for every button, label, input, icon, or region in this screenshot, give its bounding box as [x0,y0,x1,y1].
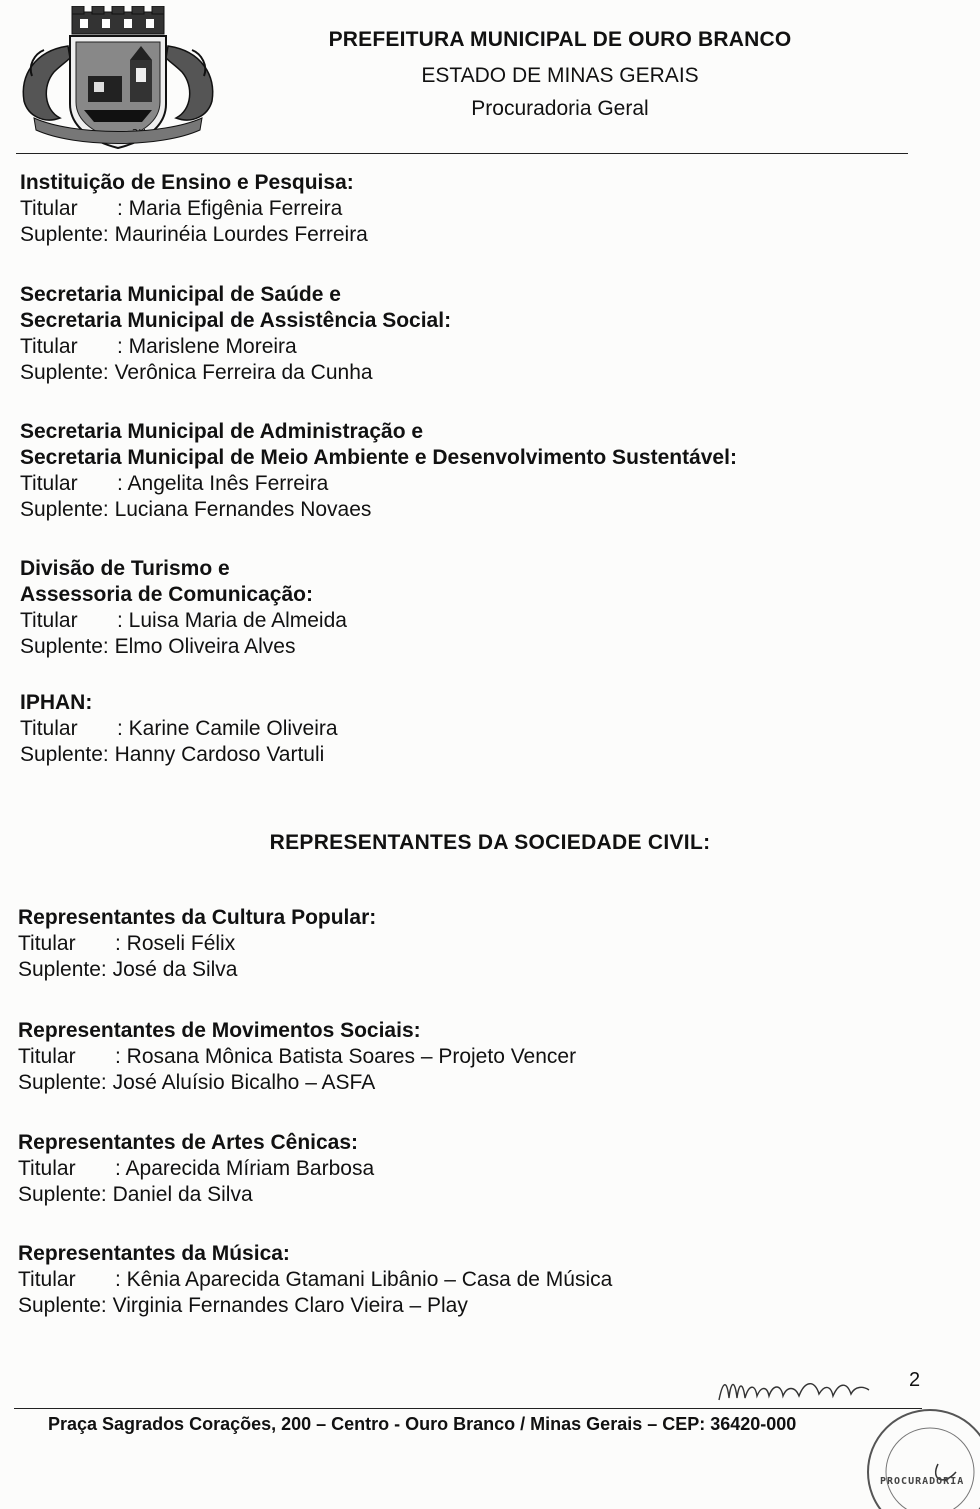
section-heading: Secretaria Municipal de Administração e [20,420,424,443]
suplente-label: Suplente: [18,1294,113,1317]
titular-name: Rosana Mônica Batista Soares – Projeto Vencer [126,1045,577,1068]
section-heading: Instituição de Ensino e Pesquisa: [20,171,354,194]
titular-line [18,1267,918,1293]
header-department: Procuradoria Geral [471,97,649,120]
titular-label: Titular [18,1157,76,1180]
titular-name: Marislene Moreira [128,335,297,358]
titular-separator: : [117,472,128,495]
section-heading: Representantes de Artes Cênicas: [18,1131,359,1154]
footer-divider [14,1408,922,1409]
titular-line [20,608,920,634]
titular-label: Titular [18,1045,76,1068]
suplente-line [18,1070,918,1096]
suplente-label: Suplente: [18,1183,113,1206]
suplente-name: Daniel da Silva [112,1183,253,1206]
handwritten-signature [715,1370,875,1412]
titular-name: Maria Efigênia Ferreira [128,197,343,220]
titular-line [18,1044,918,1070]
suplente-name: Maurinéia Lourdes Ferreira [114,223,368,246]
section-heading: Secretaria Municipal de Saúde e [20,283,341,306]
titular-label: Titular [20,472,78,495]
titular-separator: : [115,1268,127,1291]
civil-society-title: REPRESENTANTES DA SOCIEDADE CIVIL: [269,831,711,854]
section-heading: Representantes da Música: [18,1242,290,1265]
footer-address: Praça Sagrados Corações, 200 – Centro - Ouro Branco / Minas Gerais – CEP: 36420-000 [48,1414,797,1434]
titular-separator: : [117,197,129,220]
titular-line [20,716,920,742]
suplente-label: Suplente: [18,1071,113,1094]
suplente-name: Hanny Cardoso Vartuli [114,743,325,766]
section-heading: IPHAN: [20,691,93,714]
section-heading: Assessoria de Comunicação: [20,583,313,606]
titular-separator: : [115,1157,126,1180]
suplente-name: José Aluísio Bicalho – ASFA [112,1071,376,1094]
suplente-line [20,360,920,386]
suplente-name: José da Silva [112,958,238,981]
suplente-line [18,1293,918,1319]
titular-separator: : [115,932,127,955]
section-turismo-comunicacao [20,556,920,660]
titular-label: Titular [20,717,78,740]
titular-separator: : [117,717,129,740]
suplente-label: Suplente: [18,958,113,981]
section-heading: Secretaria Municipal de Meio Ambiente e Desenvolvimento Sustentável: [20,446,737,469]
titular-label: Titular [20,335,78,358]
titular-label: Titular [20,609,78,632]
suplente-line [18,957,918,983]
procuradoria-stamp [860,1402,980,1509]
section-administracao-meio-ambiente [20,419,920,523]
suplente-name: Elmo Oliveira Alves [114,635,296,658]
titular-line [18,1156,918,1182]
suplente-line [18,1182,918,1208]
titular-name: Roseli Félix [126,932,236,955]
suplente-label: Suplente: [20,361,115,384]
titular-name: Aparecida Míriam Barbosa [125,1157,375,1180]
section-heading: Divisão de Turismo e [20,557,230,580]
section-iphan [20,690,920,768]
municipal-coat-of-arms-icon [14,6,222,154]
suplente-name: Virginia Fernandes Claro Vieira – Play [112,1294,468,1317]
section-cultura-popular [18,905,918,983]
titular-label: Titular [20,197,78,220]
suplente-label: Suplente: [20,223,115,246]
titular-separator: : [115,1045,127,1068]
section-heading: Representantes de Movimentos Sociais: [18,1019,421,1042]
suplente-label: Suplente: [20,743,115,766]
suplente-line [20,634,920,660]
suplente-line [20,222,920,248]
suplente-label: Suplente: [20,498,115,521]
page-number: 2 [909,1369,921,1391]
titular-line [20,196,920,222]
titular-name: Karine Camile Oliveira [128,717,338,740]
titular-line [20,334,920,360]
titular-label: Titular [18,1268,76,1291]
header-title: PREFEITURA MUNICIPAL DE OURO BRANCO [328,28,792,51]
section-musica [18,1241,918,1319]
titular-name: Angelita Inês Ferreira [127,472,329,495]
section-heading: Representantes da Cultura Popular: [18,906,377,929]
suplente-line [20,742,920,768]
stamp-text: PROCURADORIA [880,1476,965,1487]
titular-label: Titular [18,932,76,955]
section-instituicao-ensino [20,170,920,248]
suplente-name: Luciana Fernandes Novaes [114,498,372,521]
suplente-name: Verônica Ferreira da Cunha [114,361,373,384]
titular-line [20,471,920,497]
titular-separator: : [117,335,129,358]
section-saude-assistencia [20,282,920,386]
header-state: ESTADO DE MINAS GERAIS [421,64,699,87]
section-artes-cenicas [18,1130,918,1208]
titular-name: Kênia Aparecida Gtamani Libânio – Casa de Música [126,1268,613,1291]
titular-separator: : [117,609,129,632]
suplente-label: Suplente: [20,635,115,658]
titular-line [18,931,918,957]
suplente-line [20,497,920,523]
section-heading: Secretaria Municipal de Assistência Social: [20,309,452,332]
titular-name: Luisa Maria de Almeida [128,609,347,632]
header-divider [16,153,908,154]
section-movimentos-sociais [18,1018,918,1096]
